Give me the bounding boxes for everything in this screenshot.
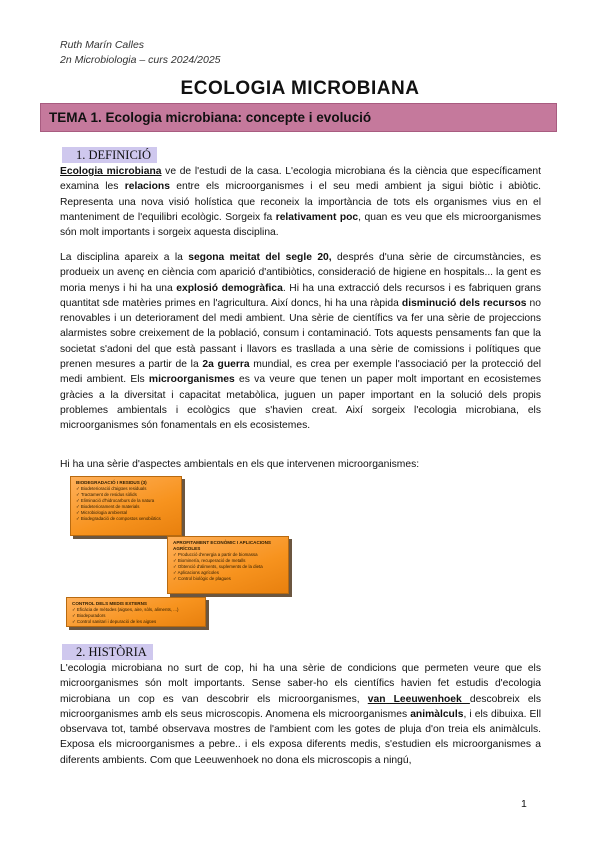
term-van-leeuwenhoek: van Leeuwenhoek: [367, 693, 470, 705]
course-info: 2n Microbiologia – curs 2024/2025: [60, 54, 221, 66]
diagram-box-aprofitament: [167, 536, 289, 594]
text-span: L'ecologia microbiana no surt de cop, hi ha una sèrie de condicions que permeten veure que els microorganismes són molt importants. Sense saber-ho els científics havien fet estudis d'ecologia microbiana un cop es van descobrir els microorganismes,: [60, 663, 541, 705]
text-span: ve de l'estudi de la casa. L'ecologia microbiana és la ciència que específicament examina les: [60, 166, 541, 193]
text-span: . Hi ha una extracció dels recursos i es fabriquen grans quantitat sde matèries primes en l'agricultura. Així doncs, hi ha una ràpida: [60, 282, 541, 309]
paragraph-definicio-2: [60, 250, 541, 434]
author-name: Ruth Marín Calles: [60, 39, 145, 51]
box-title: BIODEGRADACIÓ I RESIDUS (3): [76, 480, 147, 485]
text-span: , quan es veu que els microorganismes són molt importants i sorgeix aquesta disciplina.: [60, 211, 541, 239]
text-span: després d'una sèrie de circumstàncies, es produeix un avenç en ciència com aparició d'antibiòtics, consideració de higiene en hospitals... la gent es moria menys i hi ha una: [60, 252, 542, 294]
term-explosio-demografica: explosió demogràfica: [176, 282, 283, 294]
box-item: ✓ Eficàcia de mètodes (aigües, aire, sòls, aliments, ...): [72, 607, 179, 612]
term-segona-meitat: segona meitat del segle 20,: [188, 252, 332, 263]
box-item: ✓ Eliminació d'hidrocarburs de la natura: [76, 498, 155, 504]
box-item: ✓ Biodeteriorament de materials: [76, 504, 140, 510]
section-heading-historia: 2. HISTÒRIA: [62, 644, 153, 660]
diagram-box-control: [66, 597, 206, 627]
text-span: no renovables i un deteriorament del medi ambient. Una sèrie de científics va fer una sèrie de projeccions alarmistes sobre creixement de la població, consum i contaminació. Tots aquests pensaments fan que la societat s'adoni del que està passant i llavors es trasllada a una sèrie de comissions i polítiques que prenen mesures a partir de la: [60, 297, 541, 371]
box-item: ✓ Producció d'energia a partir de biomassa: [173, 552, 258, 557]
term-animalculs: animàlculs: [410, 708, 464, 720]
box-item: ✓ Biodeterioració d'aigües residuals: [76, 486, 147, 491]
paragraph-historia-1: [60, 661, 541, 768]
term-relativament-poc: relativament poc: [275, 211, 359, 223]
document-title: ECOLOGIA MICROBIANA: [180, 78, 420, 99]
section-heading-definicio: 1. DEFINICIÓ: [62, 147, 157, 163]
box-item: ✓ Microbiologia ambiental: [76, 510, 128, 516]
box-item: ✓ Biodepuradors: [72, 613, 106, 619]
term-disminucio-recursos: disminució dels recursos: [401, 297, 527, 309]
paragraph-aspectes: Hi ha una sèrie d'aspectes ambientals en els que intervenen microorganismes:: [60, 459, 420, 470]
tema-heading: TEMA 1. Ecologia microbiana: concepte i evolució: [49, 110, 372, 125]
author-header: [60, 38, 221, 68]
term-ecologia-microbiana: Ecologia microbiana: [60, 166, 162, 177]
text-span: mundial, es crea per exemple l'associació per la protecció del medi ambient. Els: [60, 359, 541, 386]
box-title: CONTROL DELS MEDIS EXTERNS: [72, 601, 147, 606]
term-2a-guerra: 2a guerra: [202, 359, 250, 371]
box-item: ✓ Biodegradació de compostos xenobiòtics: [76, 516, 161, 522]
text-span: es va veure que tenen un paper molt important en ecosistemes gràcies a la diversitat i capacitat metabòlica, juguen un paper important en la solució dels propis problemes ambientals i ecològics que s'havien creat. Així sorgeix l'ecologia microbiana, els microorganismes són fonamentals en els ecosistemes.: [60, 374, 541, 432]
term-microorganismes: microorganismes: [148, 374, 235, 386]
box-item: ✓ Obtenció d'aliments, suplements de la dieta: [173, 564, 263, 570]
text-span: , i els dibuixa. Ell observava tot, també observava mostres de l'ambient com les gotes de pluja d'on treia els animàlculs. Exposa els microorganismes a pebre.. i els exposa diferents medis, s'estudien els microorganismes a diferents ambients. Com que Leeuwenhoek no dona els microscopis a ningú,: [60, 708, 541, 766]
box-title: APROFITAMENT ECONÒMIC I APLICACIONS AGRÍCOLES: [173, 540, 271, 551]
box-item: ✓ Control sanitari i depuració de les aigües: [72, 619, 157, 625]
box-item: ✓ Aplicacions agrícoles: [173, 570, 219, 576]
paragraph-definicio-1: [60, 164, 541, 240]
tema-heading-bar: [40, 103, 557, 132]
box-item: ✓ Tractament de residus sòlids: [76, 492, 137, 498]
box-item: ✓ Control biològic de plagues: [173, 576, 231, 582]
term-relacions: relacions: [124, 181, 170, 193]
page-number: 1: [521, 798, 527, 810]
box-item: ✓ Biominería, recuperació de metalls: [173, 558, 246, 564]
diagram-box-biodegradacio: [70, 476, 182, 536]
text-span: descobreix els microorganismes amb els seus microscopis. Anomena els microorganismes: [60, 693, 541, 720]
text-span: entre els microorganismes i el seu medi ambient ja sigui biòtic i abiòtic. Representa una nova visió holística que reconeix la importància de tots els organismes vius en el manteniment de l'equilibri ecològic. Sorgeix fa: [60, 181, 541, 223]
text-span: La disciplina apareix a la: [60, 252, 189, 263]
